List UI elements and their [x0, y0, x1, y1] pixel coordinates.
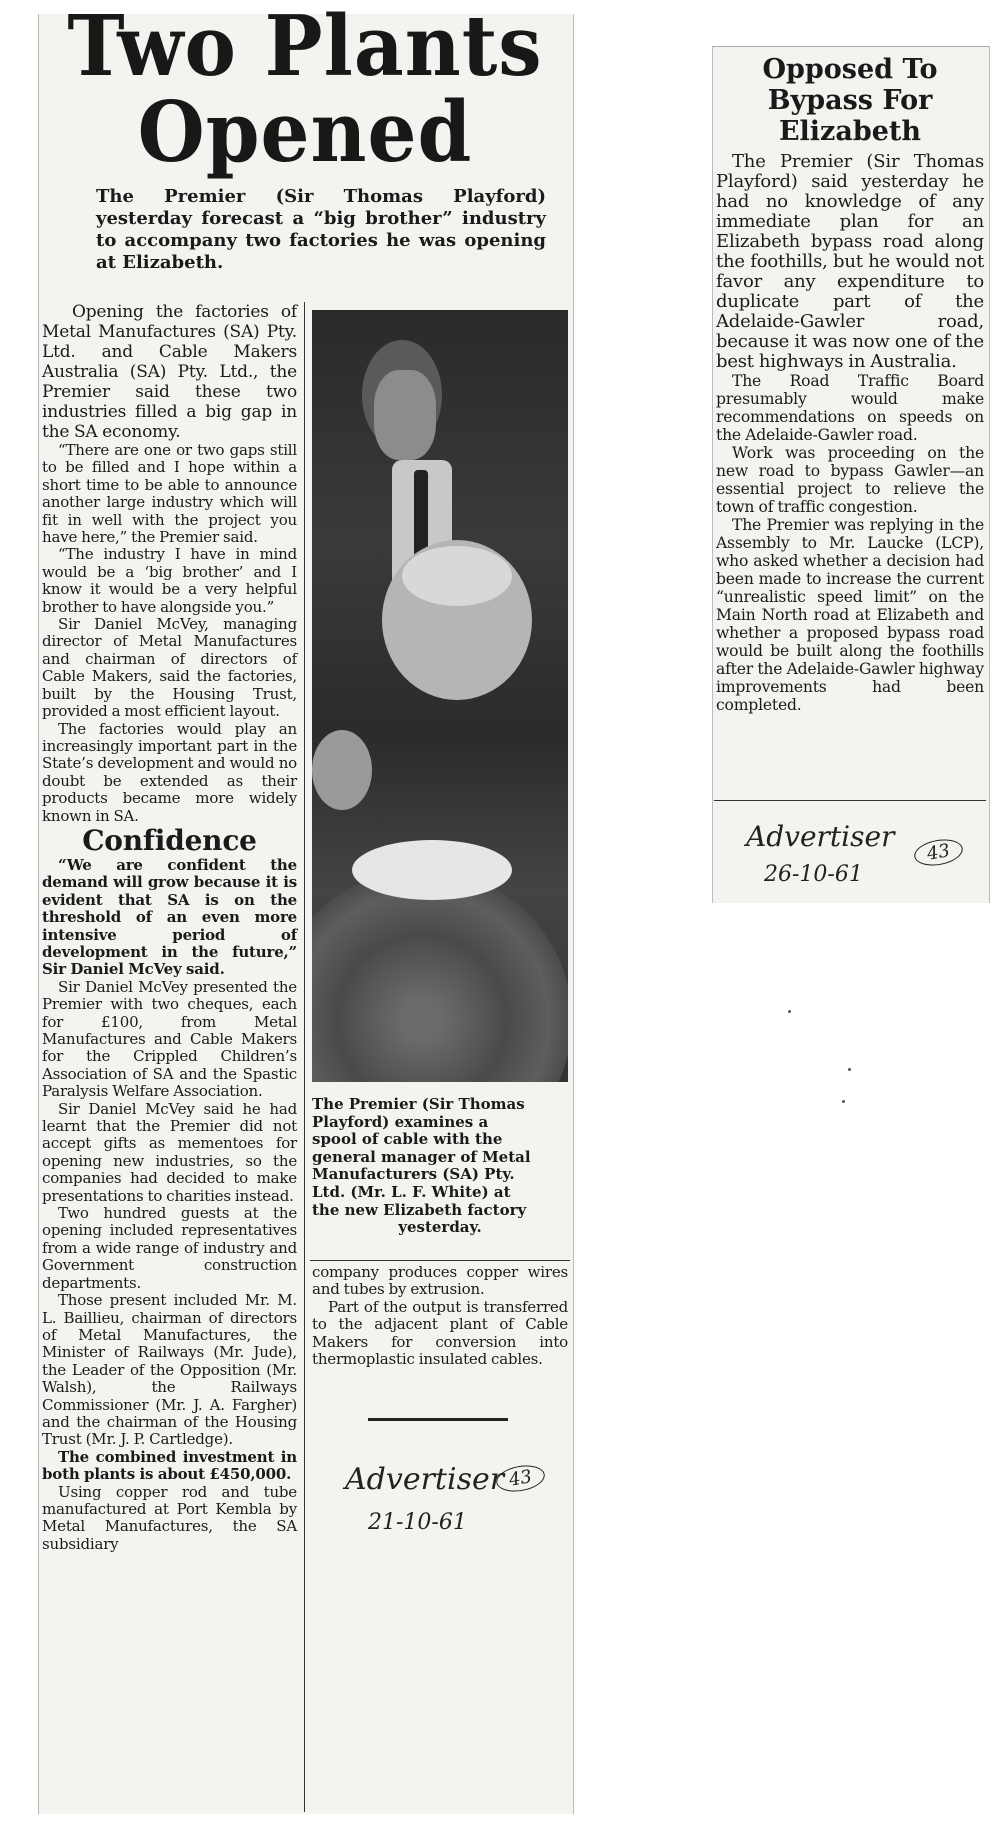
body-paragraph: The Premier (Sir Thomas Playford) said yesterday he had no knowledge of any immediate plan for an Elizabeth bypass road along the foothills, but he would not favor any expenditure to duplicate part of the Adelaide-Gawler road, because it was now one of the best highways in Australia. — [716, 151, 984, 372]
photo-premier-hair — [402, 546, 512, 606]
side-rule — [714, 800, 986, 801]
body-paragraph: Work was proceeding on the new road to bypass Gawler—an essential project to relieve the town of traffic congestion. — [716, 444, 984, 516]
side-column — [716, 152, 984, 714]
body-paragraph: The factories would play an increasingly important part in the State’s development and would no doubt be extended as their products became more widely known in SA. — [42, 719, 297, 825]
subhead-confidence: Confidence — [82, 823, 257, 857]
headline-line-1: Two Plants — [67, 0, 543, 96]
paper-speck — [842, 1100, 845, 1103]
caption-line: spool of cable with the — [312, 1130, 503, 1149]
caption-line: Ltd. (Mr. L. F. White) at — [312, 1182, 511, 1201]
body-paragraph: Those present included Mr. M. L. Baillieu, chairman of directors of Metal Manufactures, the Minister of Railways (Mr. Jude), the Leader of the Opposition (Mr. Walsh), the Railways Commissioner (Mr. J. A. Fargher) and the chairman of the Housing Trust (Mr. J. P. Cartledge). — [42, 1291, 297, 1449]
end-rule — [368, 1418, 508, 1421]
column-divider — [304, 302, 305, 1812]
body-paragraph: Part of the output is transferred to the adjacent plant of Cable Makers for conversion into thermoplastic insulated cables. — [312, 1297, 568, 1369]
left-column — [42, 302, 297, 1553]
body-paragraph: Sir Daniel McVey, managing director of Metal Manufactures and chairman of directors of Cable Makers, said the factories, built by the Housing Trust, provided a most efficient layout. — [42, 615, 297, 721]
handwritten-number: 43 — [494, 1462, 547, 1495]
body-paragraph: The Road Traffic Board presumably would make recommendations on speeds on the Adelaide-Gawler road. — [716, 372, 984, 444]
caption-line: general manager of Metal — [312, 1147, 531, 1166]
side-headline: Opposed To Bypass For Elizabeth — [762, 54, 938, 147]
caption-line: The Premier (Sir Thomas — [312, 1095, 525, 1113]
body-paragraph: “There are one or two gaps still to be filled and I hope within a short time to be able to announce another large industry which will fit in well with the project you have here,” the Premier said. — [42, 441, 297, 547]
investment-paragraph: The combined investment in both plants is about £450,000. — [42, 1447, 297, 1484]
paper-speck — [848, 1068, 851, 1071]
body-paragraph: Sir Daniel McVey presented the Premier with two cheques, each for £100, from Metal Manufactures and Cable Makers for the Crippled Children’s Association of SA and the Spastic Paralysis Welfare Association. — [42, 977, 297, 1101]
photo-cable-spool — [312, 870, 568, 1082]
handwritten-source: Advertiser — [345, 1462, 505, 1497]
body-paragraph: Two hundred guests at the opening included representatives from a wide range of industry and Government construction departments. — [42, 1204, 297, 1292]
right-column — [312, 1264, 568, 1368]
paper-speck — [788, 1010, 791, 1013]
body-paragraph: “The industry I have in mind would be a ‘big brother’ and I know it would be a very helpful brother to have alongside you.” — [42, 545, 297, 616]
body-paragraph: The Premier was replying in the Assembly to Mr. Laucke (LCP), who asked whether a decision had been made to increase the current “unrealistic speed limit” on the Main North road at Elizabeth and whether a proposed bypass road would be built along the foothills after the Adelaide-Gawler highway improvements had been completed. — [716, 516, 984, 714]
caption-line: Playford) examines a — [312, 1112, 489, 1131]
photo-hand — [312, 730, 372, 810]
caption-line: the new Elizabeth factory — [312, 1200, 527, 1219]
lede-paragraph: The Premier (Sir Thomas Playford) yesterday forecast a “big brother” industry to accompany two factories he was opening at Elizabeth. — [96, 186, 546, 273]
handwritten-source-side: Advertiser — [746, 820, 895, 853]
body-paragraph: Sir Daniel McVey said he had learnt that the Premier did not accept gifts as mementoes for opening new industries, so the companies had decided to make presentations to charities instead. — [42, 1099, 297, 1205]
news-photo — [312, 310, 568, 1082]
caption-line: yesterday. — [398, 1218, 482, 1237]
photo-spool-disc — [352, 840, 512, 900]
headline-line-2: Opened — [137, 84, 473, 182]
caption-rule — [310, 1260, 570, 1261]
body-paragraph: Using copper rod and tube manufactured at Port Kembla by Metal Manufactures, the SA subsidiary — [42, 1482, 297, 1553]
body-paragraph: company produces copper wires and tubes by extrusion. — [312, 1263, 568, 1299]
handwritten-date-side: 26-10-61 — [764, 862, 863, 887]
confidence-quote: “We are confident the demand will grow because it is evident that SA is on the threshold of an even more intensive period of development in the future,” Sir Daniel McVey said. — [42, 855, 297, 979]
photo-caption — [312, 1096, 568, 1237]
caption-line: Manufacturers (SA) Pty. — [312, 1165, 515, 1184]
photo-man-face — [374, 370, 436, 460]
handwritten-number-side: 43 — [912, 836, 965, 869]
handwritten-date: 21-10-61 — [368, 1510, 467, 1535]
body-paragraph: Opening the factories of Metal Manufactures (SA) Pty. Ltd. and Cable Makers Australia (SA) Pty. Ltd., the Premier said these two industries filled a big gap in the SA economy. — [42, 302, 297, 442]
